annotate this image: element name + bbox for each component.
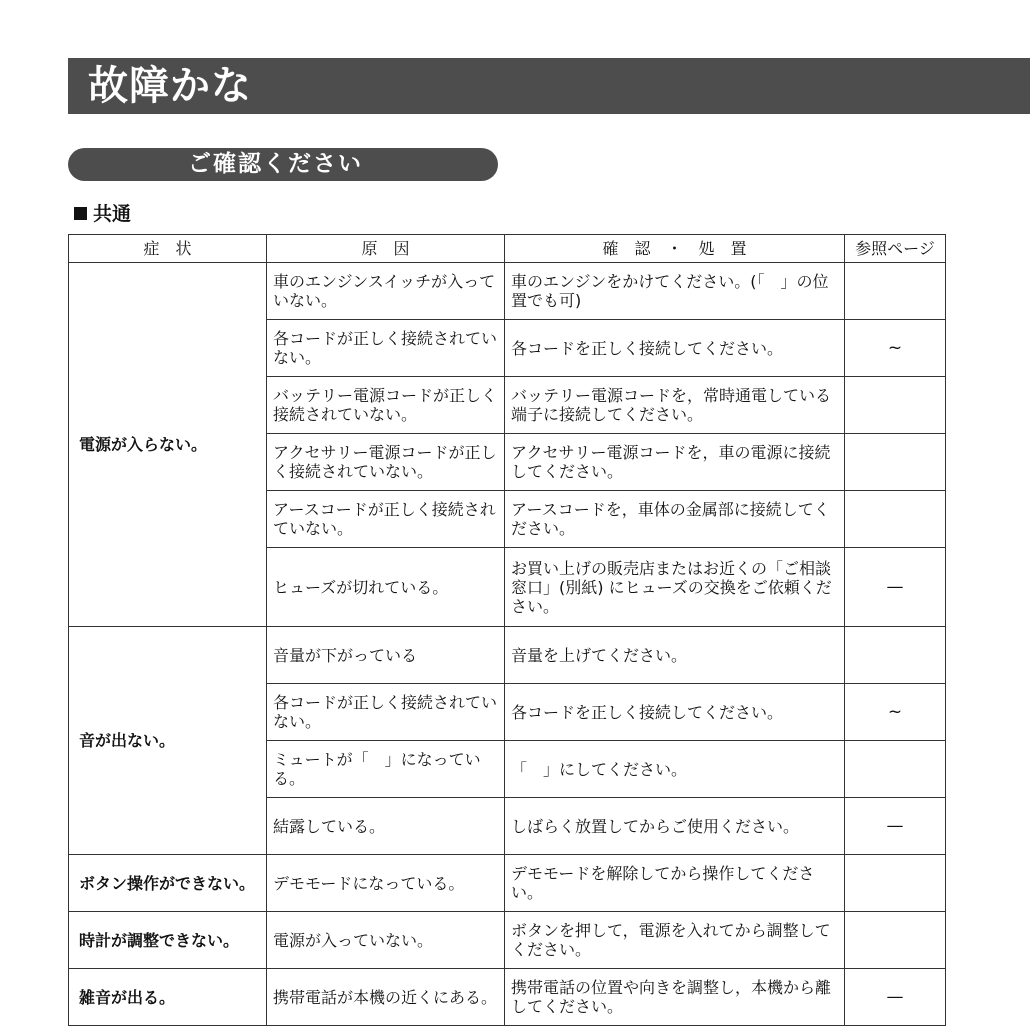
reference-cell (845, 741, 946, 798)
table-row (69, 855, 946, 912)
header-action: 確 認 ・ 処 置 (505, 235, 845, 263)
action-cell: 音量を上げてください。 (505, 627, 845, 684)
action-cell: 各コードを正しく接続してください。 (505, 320, 845, 377)
symptom-cell: 電源が入らない。 (69, 263, 267, 627)
troubleshooting-table (68, 234, 946, 1026)
action-cell: 「 」にしてください。 (505, 741, 845, 798)
header-cause: 原 因 (267, 235, 505, 263)
action-cell: アクセサリー電源コードを，車の電源に接続してください。 (505, 434, 845, 491)
cause-cell: 音量が下がっている (267, 627, 505, 684)
action-cell: 携帯電話の位置や向きを調整し，本機から離してください。 (505, 969, 845, 1026)
cause-cell: デモモードになっている。 (267, 855, 505, 912)
header-symptom: 症 状 (69, 235, 267, 263)
section-banner (68, 148, 498, 181)
action-cell: 各コードを正しく接続してください。 (505, 684, 845, 741)
table-row (69, 912, 946, 969)
reference-cell: — (845, 969, 946, 1026)
page-title: 故障かな (88, 63, 252, 109)
action-cell: お買い上げの販売店またはお近くの「ご相談窓口」(別紙) にヒューズの交換をご依頼ください。 (505, 548, 845, 627)
black-square-icon (74, 207, 87, 220)
subheading-text: 共通 (93, 203, 132, 225)
cause-cell: ヒューズが切れている。 (267, 548, 505, 627)
table-row (69, 627, 946, 684)
action-cell: ボタンを押して，電源を入れてから調整してください。 (505, 912, 845, 969)
action-cell: デモモードを解除してから操作してください。 (505, 855, 845, 912)
reference-cell (845, 434, 946, 491)
subheading (74, 203, 131, 225)
reference-cell (845, 627, 946, 684)
reference-cell (845, 491, 946, 548)
reference-cell: — (845, 798, 946, 855)
reference-cell: ~ (845, 320, 946, 377)
reference-cell: — (845, 548, 946, 627)
cause-cell: バッテリー電源コードが正しく接続されていない。 (267, 377, 505, 434)
cause-cell: アースコードが正しく接続されていない。 (267, 491, 505, 548)
table-row (69, 969, 946, 1026)
table-row (69, 263, 946, 320)
symptom-cell: ボタン操作ができない。 (69, 855, 267, 912)
cause-cell: 各コードが正しく接続されていない。 (267, 320, 505, 377)
cause-cell: 各コードが正しく接続されていない。 (267, 684, 505, 741)
action-cell: バッテリー電源コードを，常時通電している端子に接続してください。 (505, 377, 845, 434)
symptom-cell: 音が出ない。 (69, 627, 267, 855)
cause-cell: 携帯電話が本機の近くにある。 (267, 969, 505, 1026)
cause-cell: 電源が入っていない。 (267, 912, 505, 969)
reference-cell (845, 263, 946, 320)
header-reference: 参照ページ (845, 235, 946, 263)
page-title-bar (68, 58, 1030, 114)
reference-cell (845, 855, 946, 912)
cause-cell: 車のエンジンスイッチが入っていない。 (267, 263, 505, 320)
reference-cell (845, 377, 946, 434)
section-title: ご確認ください (188, 151, 363, 177)
action-cell: アースコードを，車体の金属部に接続してください。 (505, 491, 845, 548)
cause-cell: アクセサリー電源コードが正しく接続されていない。 (267, 434, 505, 491)
symptom-cell: 雑音が出る。 (69, 969, 267, 1026)
reference-cell: ~ (845, 684, 946, 741)
reference-cell (845, 912, 946, 969)
table-header-row (69, 235, 946, 263)
action-cell: しばらく放置してからご使用ください。 (505, 798, 845, 855)
action-cell: 車のエンジンをかけてください。(「 」の位置でも可) (505, 263, 845, 320)
cause-cell: ミュートが「 」になっている。 (267, 741, 505, 798)
symptom-cell: 時計が調整できない。 (69, 912, 267, 969)
cause-cell: 結露している。 (267, 798, 505, 855)
